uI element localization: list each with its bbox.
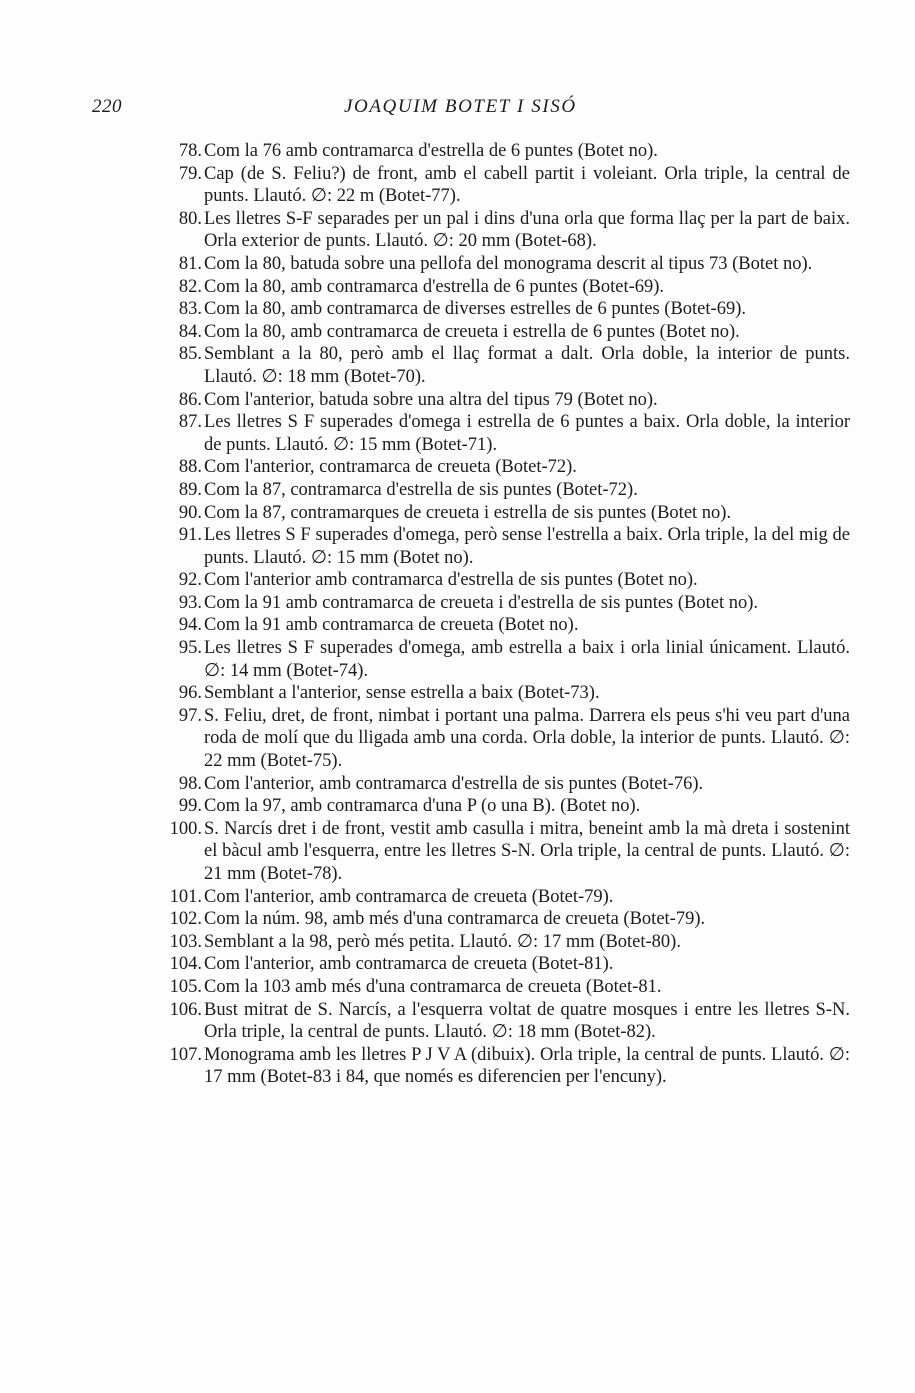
entry-text: S. Narcís dret i de front, vestit amb casulla i mitra, beneint amb la mà dreta i sostenint el bàcul amb l'esquerra, entre les lletres S-N. Orla triple, la central de punts. Llautó. ∅: 21 mm (Botet-78). [204,818,850,884]
catalogue-entry [140,953,850,976]
catalogue-entry [140,140,850,163]
entry-number-label: 99. [178,796,202,817]
entry-number-label: 102. [169,909,202,930]
entry-number [140,931,202,954]
catalogue-entry [140,773,850,796]
entry-number-label: 107. [169,1044,202,1065]
entry-number [140,795,202,818]
entry-number-label: 86. [178,389,202,410]
catalogue-entry [140,569,850,592]
entry-number [140,999,202,1044]
entry-text: Cap (de S. Feliu?) de front, amb el cabell partit i voleiant. Orla triple, la central de punts. Llautó. ∅: 22 m (Botet-77). [204,163,850,207]
entry-text: Monograma amb les lletres P J V A (dibuix). Orla triple, la central de punts. Llautó. ∅: 17 mm (Botet-83 i 84, que només es diferencien per l'encuny). [204,1044,850,1088]
entry-number [140,592,202,615]
entry-number [140,953,202,976]
entry-number [140,208,202,253]
catalogue-entry [140,276,850,299]
entry-text: Com la núm. 98, amb més d'una contramarca de creueta (Botet-79). [204,909,706,930]
entry-number [140,569,202,592]
entry-number [140,682,202,705]
entry-text: Les lletres S F superades d'omega, amb estrella a baix i orla linial únicament. Llautó. ∅: 14 mm (Botet-74). [204,638,850,681]
entry-number-label: 94. [178,615,202,636]
entry-number-label: 82. [178,276,202,297]
entry-number [140,253,202,276]
entry-number [140,163,202,208]
entry-number [140,456,202,479]
page-header [0,96,915,126]
entry-number [140,637,202,682]
entry-number [140,705,202,773]
entry-number [140,411,202,456]
entry-number [140,818,202,886]
entry-number [140,614,202,637]
entry-text: Com l'anterior, amb contramarca de creueta (Botet-81). [204,954,614,975]
running-title: JOAQUIM BOTET I SISÓ [344,96,577,117]
catalogue-entry [140,163,850,208]
entry-number [140,502,202,525]
entry-number [140,389,202,412]
catalogue-entry [140,976,850,999]
catalogue-entry [140,479,850,502]
catalogue-entry [140,343,850,388]
entry-text: Semblant a l'anterior, sense estrella a baix (Botet-73). [204,683,600,704]
page-number: 220 [92,96,122,117]
entry-text: Com l'anterior, batuda sobre una altra del tipus 79 (Botet no). [204,389,658,410]
catalogue-entry [140,1044,850,1089]
entry-text: Com la 76 amb contramarca d'estrella de 6 puntes (Botet no). [204,141,658,161]
entry-number-label: 80. [178,208,202,229]
catalogue-entry [140,411,850,456]
entry-number [140,276,202,299]
catalogue-entry [140,908,850,931]
catalogue-entry [140,614,850,637]
entry-number-label: 87. [178,412,202,433]
entry-text: Com l'anterior amb contramarca d'estrella de sis puntes (Botet no). [204,570,698,591]
entry-number-label: 95. [178,638,202,659]
entry-number-label: 79. [178,163,202,184]
entry-number [140,976,202,999]
entry-text: Com la 80, amb contramarca de creueta i estrella de 6 puntes (Botet no). [204,321,740,342]
entry-text: Com la 80, amb contramarca de diverses estrelles de 6 puntes (Botet-69). [204,299,746,320]
entry-number-label: 91. [178,525,202,546]
catalogue-entry [140,682,850,705]
entry-text: Bust mitrat de S. Narcís, a l'esquerra voltat de quatre mosques i entre les lletres S-N. Orla triple, la central de punts. Llautó. ∅: 18 mm (Botet-82). [204,999,850,1043]
catalogue-entry [140,456,850,479]
entry-number-label: 90. [178,502,202,523]
entry-number-label: 89. [178,479,202,500]
catalogue-entry [140,931,850,954]
catalogue-entry [140,298,850,321]
entry-number-label: 101. [169,886,202,907]
entry-text: Com la 80, batuda sobre una pellofa del monograma descrit al tipus 73 (Botet no). [204,253,813,274]
catalogue-entry [140,524,850,569]
catalogue-entry [140,321,850,344]
entry-text: Com la 87, contramarca d'estrella de sis puntes (Botet-72). [204,479,638,500]
catalogue-entry [140,886,850,909]
entry-text: Com l'anterior, contramarca de creueta (Botet-72). [204,457,577,478]
catalogue-entry [140,999,850,1044]
entry-number-label: 100. [169,818,202,839]
entry-text: Les lletres S-F separades per un pal i dins d'una orla que forma llaç per la part de baix. Orla exterior de punts. Llautó. ∅: 20 mm (Botet-68). [204,208,850,252]
entry-text: Com la 80, amb contramarca d'estrella de 6 puntes (Botet-69). [204,276,665,297]
entry-number [140,886,202,909]
entry-number [140,1044,202,1089]
entry-text: Semblant a la 80, però amb el llaç format a dalt. Orla doble, la interior de punts. Llautó. ∅: 18 mm (Botet-70). [204,344,850,387]
entry-number-label: 88. [178,457,202,478]
entry-number [140,140,202,163]
catalogue-entry [140,502,850,525]
entry-text: Com la 91 amb contramarca de creueta i d'estrella de sis puntes (Botet no). [204,592,759,613]
entry-number-label: 96. [178,683,202,704]
entry-number [140,343,202,388]
catalogue-entry [140,208,850,253]
entry-number-label: 84. [178,321,202,342]
entry-number-label: 92. [178,570,202,591]
catalogue-entry [140,637,850,682]
entry-number-label: 93. [178,592,202,613]
entry-text: Com l'anterior, amb contramarca d'estrella de sis puntes (Botet-76). [204,773,704,794]
catalogue-entry [140,795,850,818]
entry-text: Com la 103 amb més d'una contramarca de creueta (Botet-81. [204,976,662,997]
entry-number-label: 104. [169,954,202,975]
catalogue-entry [140,253,850,276]
entry-number [140,298,202,321]
entry-text: Semblant a la 98, però més petita. Llautó. ∅: 17 mm (Botet-80). [204,931,681,952]
entry-number [140,773,202,796]
catalogue-entry [140,389,850,412]
catalogue-entry [140,818,850,886]
entry-text: S. Feliu, dret, de front, nimbat i portant una palma. Darrera els peus s'hi veu part d'una roda de molí que du lligada amb una corda. Orla doble, la interior de punts. Llautó. ∅: 22 mm (Botet-75). [204,705,850,772]
entry-number [140,524,202,569]
entry-number-label: 97. [178,705,202,726]
entry-number-label: 85. [178,344,202,365]
entry-number-label: 98. [178,773,202,794]
catalogue-entries [140,140,850,1089]
entry-text: Com la 91 amb contramarca de creueta (Botet no). [204,615,579,636]
entry-number-label: 81. [178,253,202,274]
entry-number-label: 105. [169,976,202,997]
catalogue-entry [140,592,850,615]
entry-number [140,321,202,344]
entry-text: Com la 87, contramarques de creueta i estrella de sis puntes (Botet no). [204,502,732,523]
entry-text: Les lletres S F superades d'omega i estrella de 6 puntes a baix. Orla doble, la interior de punts. Llautó. ∅: 15 mm (Botet-71). [204,412,850,455]
entry-number-label: 103. [169,931,202,952]
entry-number-label: 106. [169,999,202,1020]
entry-number [140,908,202,931]
entry-number [140,479,202,502]
entry-text: Com l'anterior, amb contramarca de creueta (Botet-79). [204,886,614,907]
entry-number-label: 78. [178,141,202,161]
entry-text: Com la 97, amb contramarca d'una P (o una B). (Botet no). [204,796,641,817]
catalogue-entry [140,705,850,773]
entry-number-label: 83. [178,299,202,320]
entry-text: Les lletres S F superades d'omega, però sense l'estrella a baix. Orla triple, la del mig de punts. Llautó. ∅: 15 mm (Botet no). [204,525,850,568]
